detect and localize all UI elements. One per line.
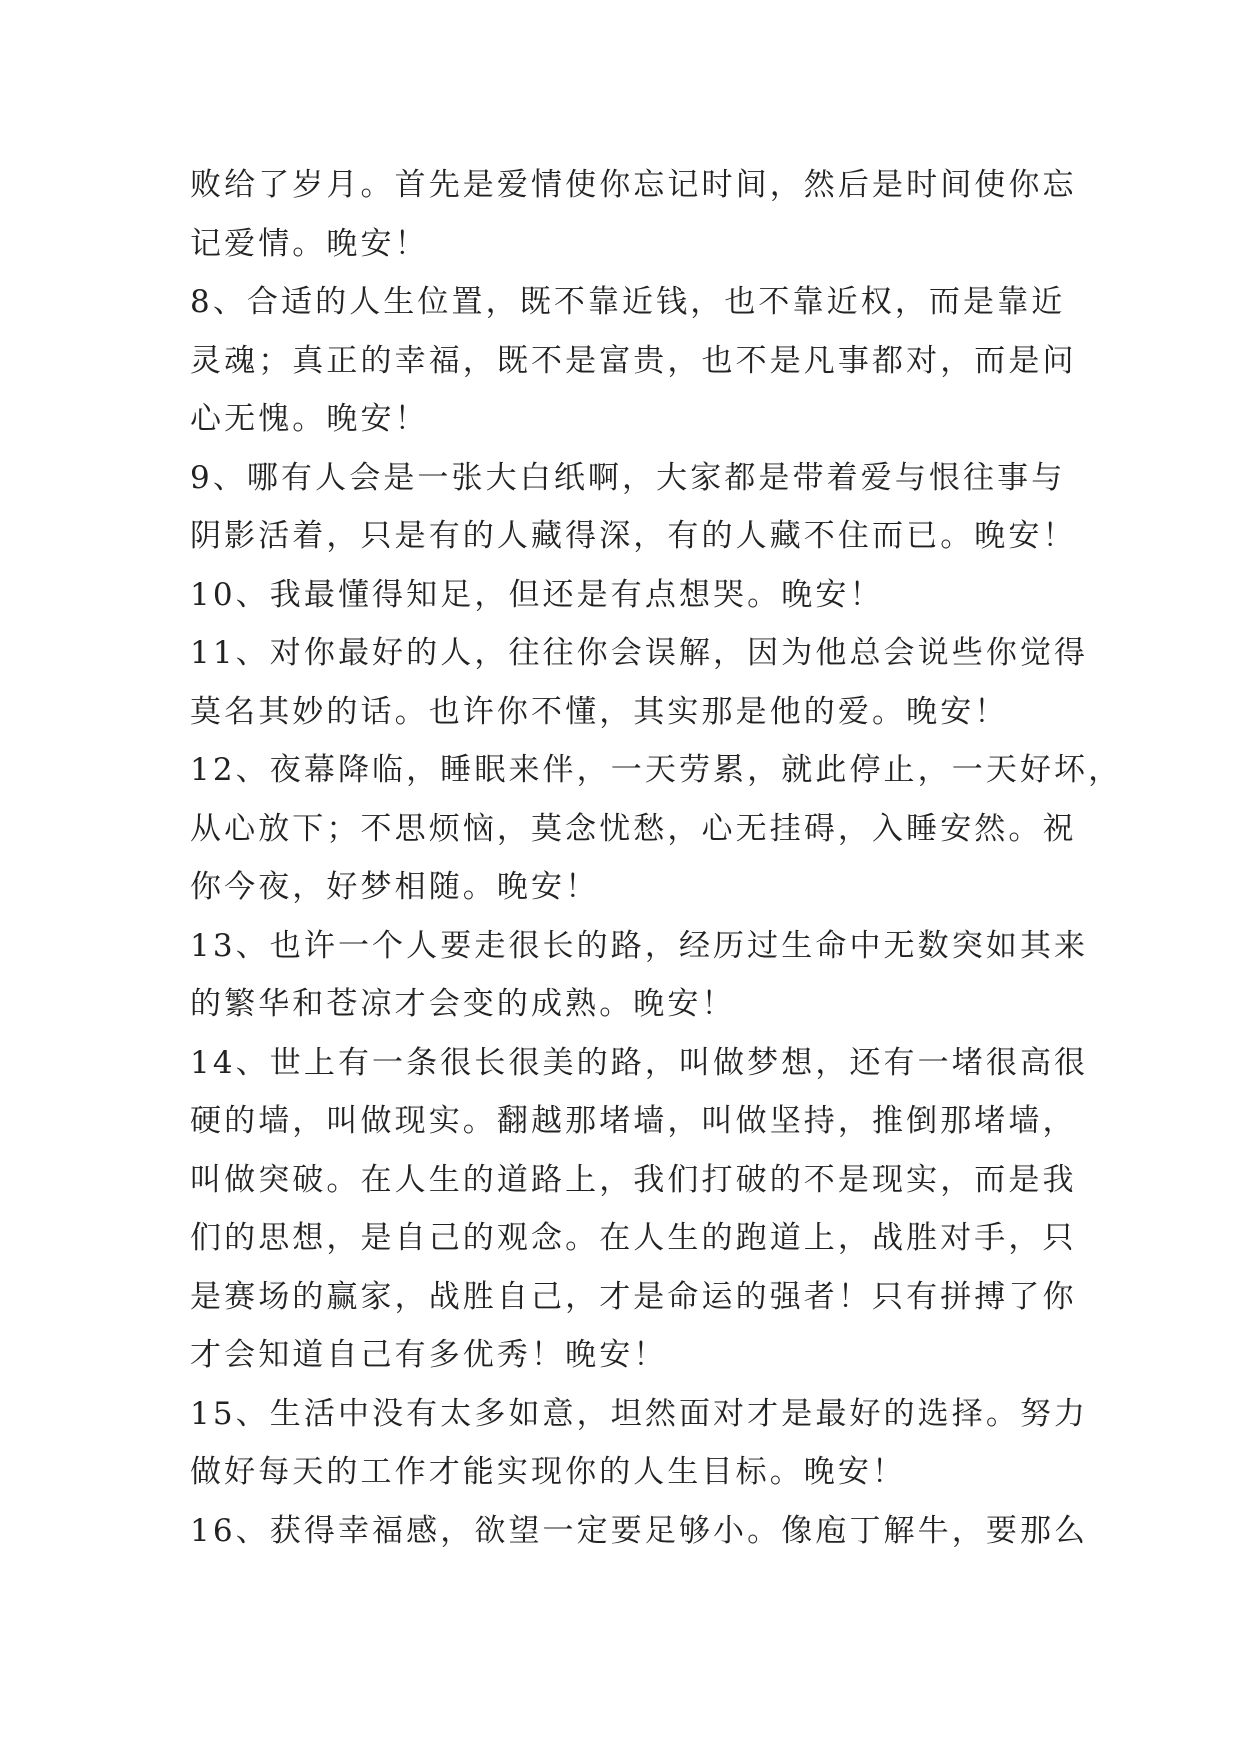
text-line: 的繁华和苍凉才会变的成熟。晚安！	[190, 986, 736, 1022]
text-line: 9、哪有人会是一张大白纸啊，大家都是带着爱与恨往事与	[190, 459, 1066, 496]
text-line: 是赛场的赢家，战胜自己，才是命运的强者！只有拼搏了你	[190, 1278, 1077, 1315]
text-line: 16、获得幸福感，欲望一定要足够小。像庖丁解牛，要那么	[190, 1512, 1089, 1549]
text-line: 你今夜，好梦相随。晚安！	[190, 869, 600, 905]
text-line: 莫名其妙的话。也许你不懂，其实那是他的爱。晚安！	[190, 693, 1009, 730]
text-line: 8、合适的人生位置，既不靠近钱，也不靠近权，而是靠近	[190, 284, 1066, 320]
body-text	[190, 156, 1123, 1560]
text-line: 灵魂；真正的幸福，既不是富贵，也不是凡事都对，而是问	[190, 342, 1077, 379]
text-line: 14、世上有一条很长很美的路，叫做梦想，还有一堵很高很	[190, 1044, 1089, 1081]
text-line: 记爱情。晚安！	[190, 225, 429, 262]
text-line: 叫做突破。在人生的道路上，我们打破的不是现实，而是我	[190, 1161, 1077, 1198]
text-line: 才会知道自己有多优秀！晚安！	[190, 1337, 668, 1373]
text-line: 15、生活中没有太多如意，坦然面对才是最好的选择。努力	[190, 1395, 1089, 1432]
text-line: 硬的墙，叫做现实。翻越那堵墙，叫做坚持，推倒那堵墙，	[190, 1103, 1077, 1139]
text-line: 阴影活着，只是有的人藏得深，有的人藏不住而已。晚安！	[190, 518, 1077, 554]
text-line: 败给了岁月。首先是爱情使你忘记时间，然后是时间使你忘	[190, 167, 1077, 203]
text-line: 11、对你最好的人，往往你会误解，因为他总会说些你觉得	[190, 635, 1089, 671]
text-line: 12、夜幕降临，睡眠来伴，一天劳累，就此停止，一天好坏，	[190, 752, 1123, 788]
text-line: 从心放下；不思烦恼，莫念忧愁，心无挂碍，入睡安然。祝	[190, 810, 1077, 847]
text-line: 心无愧。晚安！	[190, 401, 429, 437]
text-line: 10、我最懂得知足，但还是有点想哭。晚安！	[190, 576, 884, 613]
text-line: 13、也许一个人要走很长的路，经历过生命中无数突如其来	[190, 927, 1089, 964]
text-line: 做好每天的工作才能实现你的人生目标。晚安！	[190, 1454, 907, 1490]
text-line: 们的思想，是自己的观念。在人生的跑道上，战胜对手，只	[190, 1220, 1077, 1256]
